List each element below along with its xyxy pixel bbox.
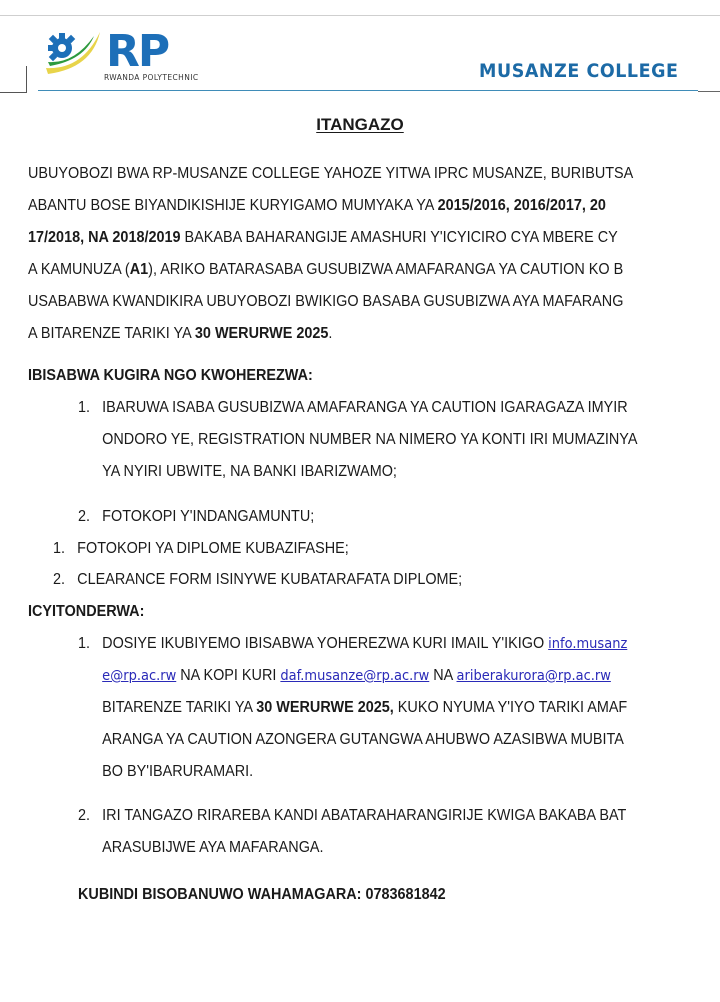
gear-icon bbox=[48, 33, 75, 61]
college-name: MUSANZE COLLEGE bbox=[479, 60, 679, 82]
header-divider bbox=[38, 90, 698, 91]
contact-line: KUBINDI BISOBANUWO WAHAMAGARA: 0783681842 bbox=[78, 886, 446, 903]
intro-paragraph: UBUYOBOZI BWA RP-MUSANZE COLLEGE YAHOZE YITWA IPRC MUSANZE, BURIBUTSA ABANTU BOSE BIYANDIKISHIJE KURYIGAMO MUMYAKA YA 2015/2016, 2016/2017, 20 17/2018, NA 2018/2019 BAKABA BAHARANGIJE AMASHURI Y'ICYICIRO CYA MBERE CY A KAMUNUZA (A1), ARIKO BATARASABA GUSUBIZWA AMAFARANGA YA CAUTION KO B USABABWA KWANDIKIRA UBUYOBOZI BWIKIGO BASABA GUSUBIZWA AYA MAFARANG A BITARENZE TARIKI YA 30 WERURWE 2025. bbox=[28, 165, 634, 342]
requirements-heading: IBISABWA KUGIRA NGO KWOHEREZWA: bbox=[28, 367, 313, 384]
notes-heading: ICYITONDERWA: bbox=[28, 603, 145, 620]
email-link-ariberakurora[interactable]: ariberakurora@rp.ac.rw bbox=[456, 668, 611, 684]
corner-mark-right bbox=[698, 91, 720, 92]
top-divider bbox=[0, 15, 720, 16]
corner-mark-left bbox=[0, 66, 27, 93]
logo-subtitle: RWANDA POLYTECHNIC bbox=[104, 73, 199, 82]
email-link-info[interactable]: info.musanz bbox=[548, 636, 628, 652]
logo-rp-text: RP bbox=[106, 28, 169, 77]
email-link-daf[interactable]: daf.musanze@rp.ac.rw bbox=[280, 668, 430, 684]
announcement-title: ITANGAZO bbox=[316, 115, 404, 134]
email-link-info-cont[interactable]: e@rp.ac.rw bbox=[102, 668, 177, 684]
